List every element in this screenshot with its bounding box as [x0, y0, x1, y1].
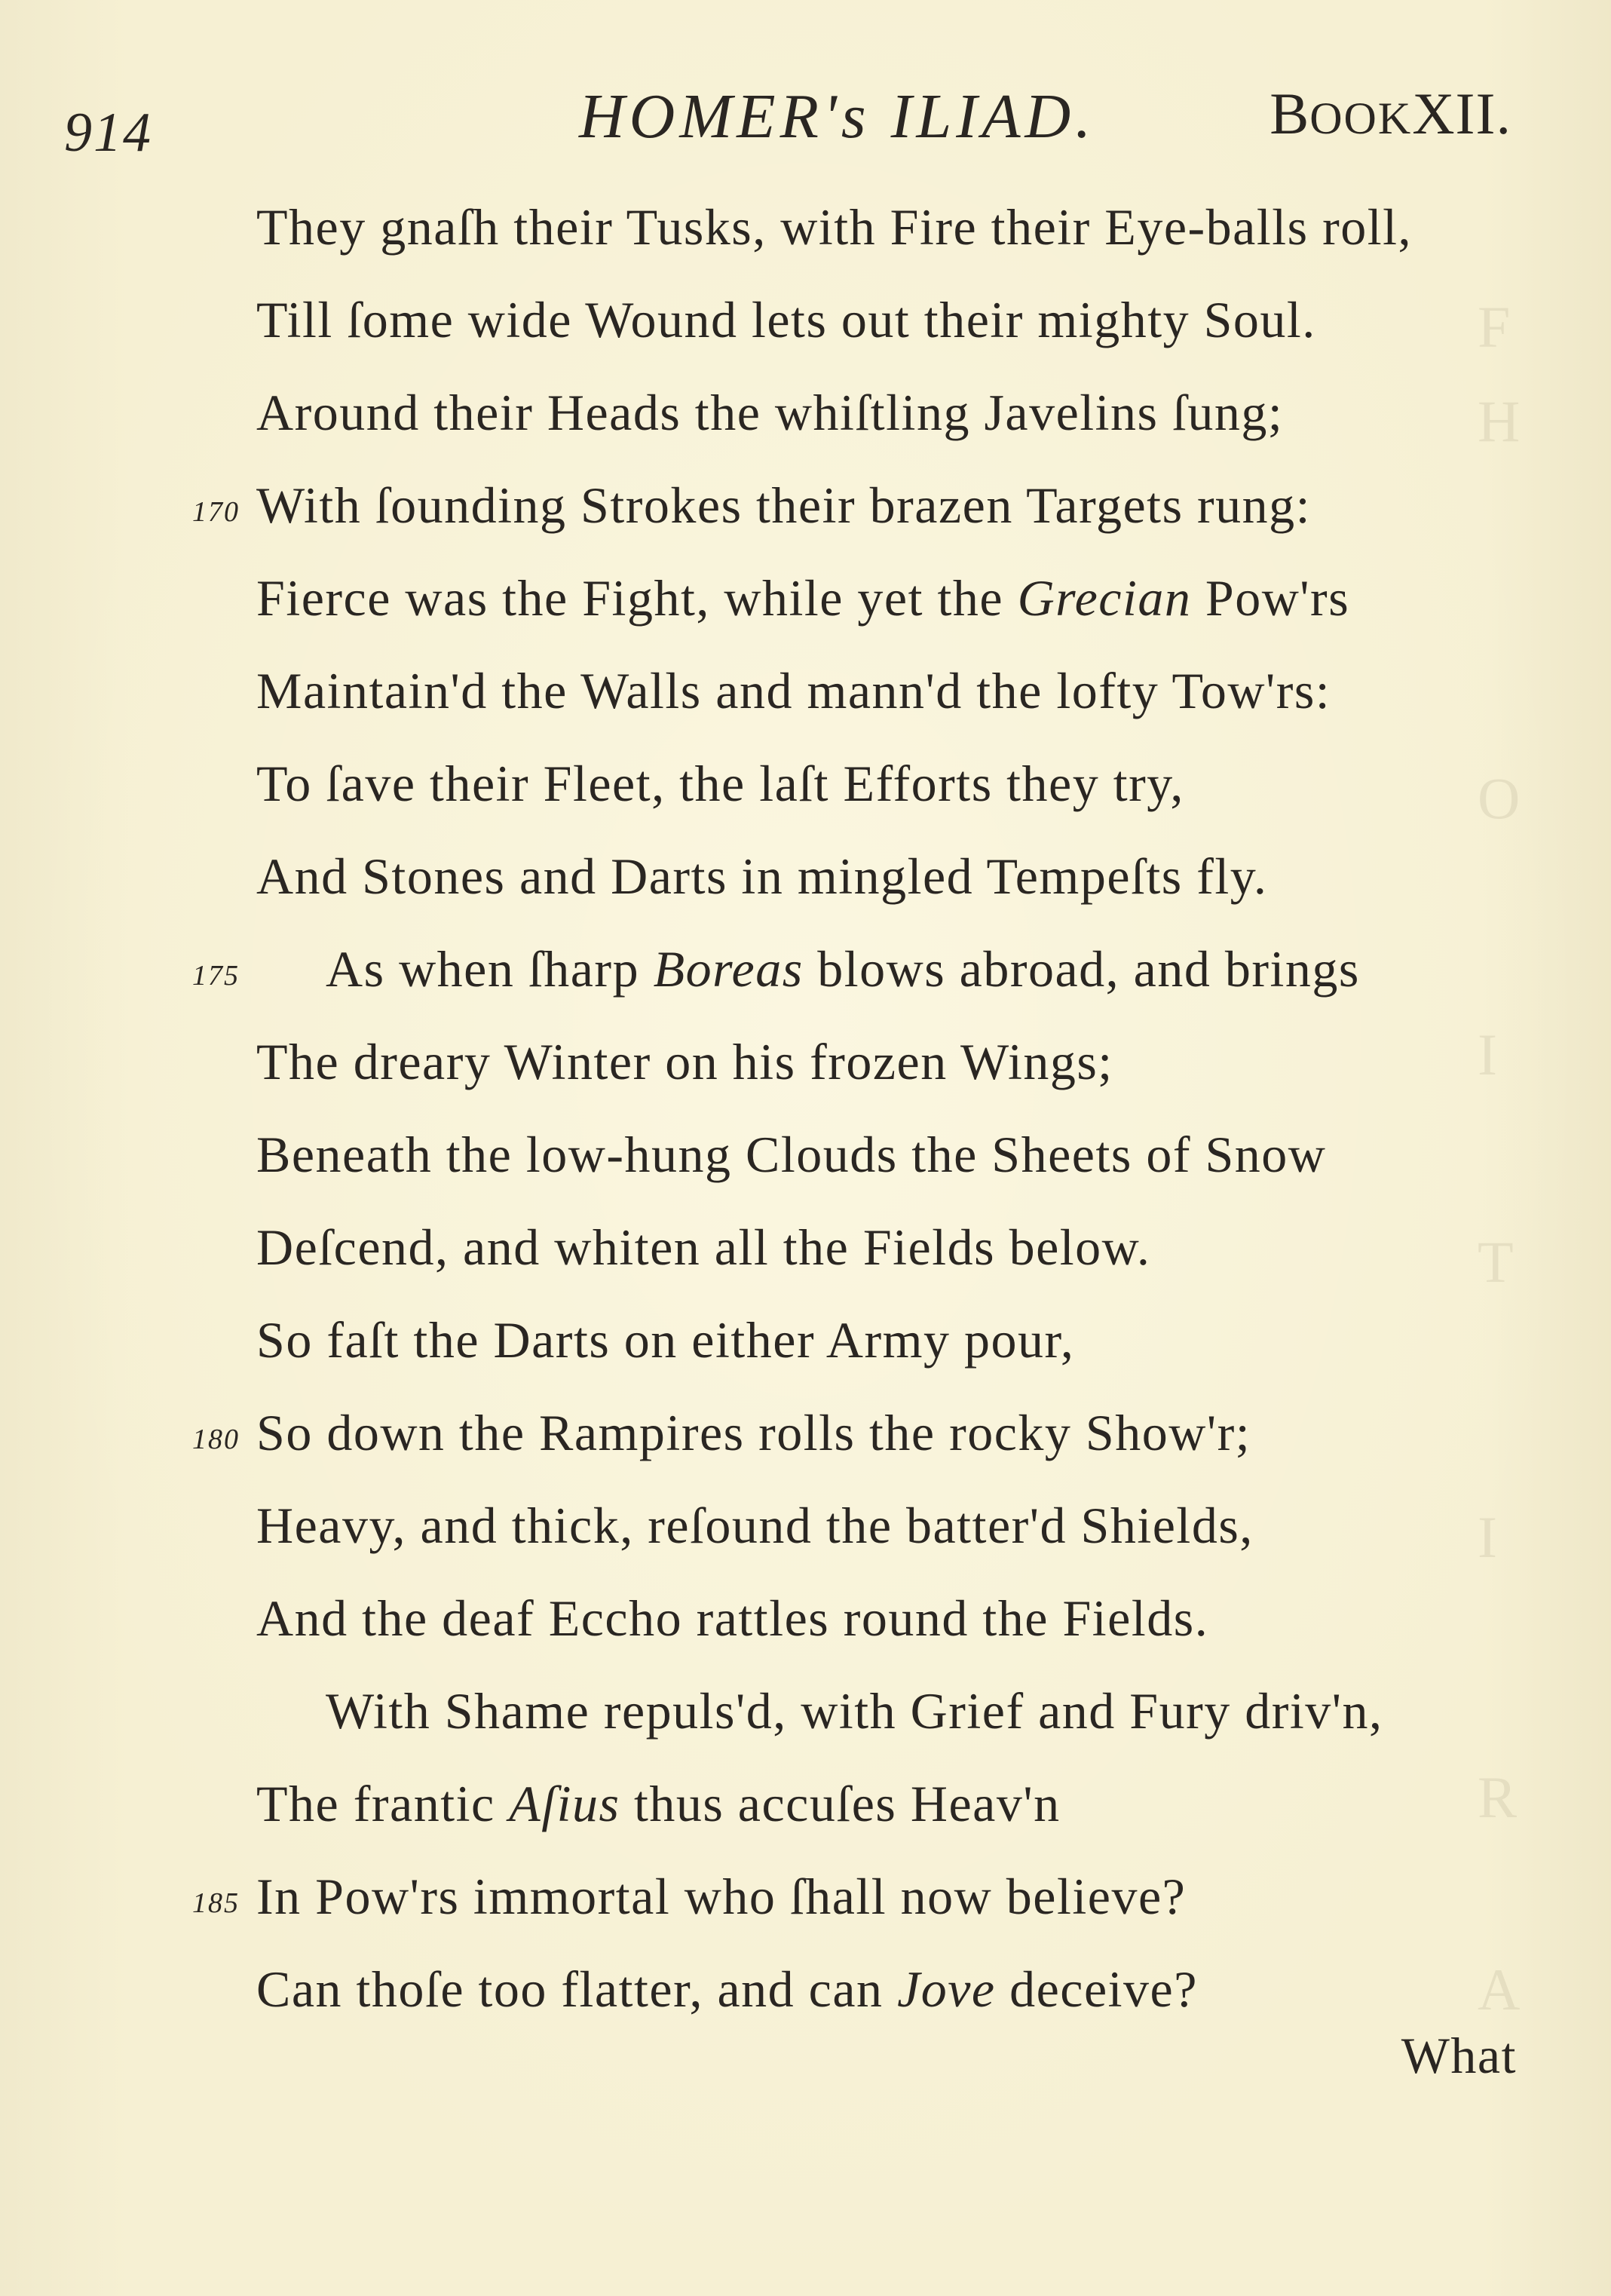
verse-line — [0, 366, 1611, 459]
verse-text — [256, 459, 1311, 552]
show-through-mark: T — [1478, 1233, 1514, 1292]
verse-line — [0, 1016, 1611, 1108]
verse-segment: The frantic — [256, 1775, 510, 1832]
verse-line — [0, 1758, 1611, 1850]
verse-text — [256, 274, 1316, 366]
show-through-mark: A — [1478, 1960, 1521, 2019]
verse-segment: Till ſome wide Wound lets out their mighty Soul. — [256, 291, 1316, 348]
verse-segment: And the deaf Eccho rattles round the Fields. — [256, 1589, 1209, 1647]
verse-segment: Maintain'd the Walls and mann'd the lofty Tow'rs: — [256, 662, 1331, 719]
verse-line — [0, 1387, 1611, 1479]
verse-line — [0, 552, 1611, 645]
verse-line — [0, 274, 1611, 366]
italic-name: Boreas — [653, 940, 804, 998]
verse-text — [256, 1758, 1061, 1850]
book-label — [1270, 80, 1511, 148]
verse-line — [0, 923, 1611, 1016]
verse-segment: To ſave their Fleet, the laſt Efforts they try, — [256, 755, 1184, 812]
book-numeral: XII. — [1412, 81, 1511, 146]
verse-segment: Heavy, and thick, reſound the batter'd Shields, — [256, 1497, 1254, 1554]
verse-segment: And Stones and Darts in mingled Tempeſts fly. — [256, 848, 1268, 905]
verse-text — [256, 1108, 1326, 1201]
verse-line — [0, 1479, 1611, 1572]
italic-name: Aſius — [509, 1775, 620, 1832]
verse-segment: Around their Heads the whiſtling Javelins ſung; — [256, 384, 1284, 441]
verse-line — [0, 1850, 1611, 1943]
verse-segment: With ſounding Strokes their brazen Targets rung: — [256, 477, 1312, 534]
verse-text — [256, 1294, 1074, 1387]
italic-name: Jove — [897, 1960, 996, 2018]
verse-text — [256, 1850, 1186, 1943]
verse-line — [0, 830, 1611, 923]
running-header — [0, 75, 1611, 164]
running-title: HOMER's ILIAD. — [579, 81, 1096, 152]
verse-segment: They gnaſh their Tusks, with Fire their Eye-balls roll, — [256, 198, 1413, 256]
show-through-mark: R — [1478, 1768, 1518, 1827]
verse-line — [0, 1665, 1611, 1758]
verse-text — [256, 1943, 1198, 2036]
verse-text — [256, 1201, 1150, 1294]
verse-segment: So down the Rampires rolls the rocky Show'r; — [256, 1404, 1251, 1461]
verse-line — [0, 1201, 1611, 1294]
verse-segment: So faſt the Darts on either Army pour, — [256, 1311, 1075, 1369]
verse-text — [256, 737, 1184, 830]
line-number: 180 — [192, 1424, 240, 1455]
verse-segment: In Pow'rs immortal who ſhall now believe? — [256, 1868, 1187, 1925]
verse-segment: Beneath the low-hung Clouds the Sheets of Snow — [256, 1126, 1327, 1183]
verse-text — [256, 1572, 1208, 1665]
verse-line — [0, 645, 1611, 737]
verse-text — [256, 552, 1349, 645]
verse-text — [326, 923, 1360, 1016]
verse-text — [256, 181, 1412, 274]
verse-text — [256, 366, 1283, 459]
verse-segment: deceive? — [995, 1960, 1198, 2018]
book-word-small-caps: OOK — [1309, 93, 1413, 143]
line-number: 185 — [192, 1887, 240, 1919]
verse-line — [0, 459, 1611, 552]
verse-line — [0, 737, 1611, 830]
line-number: 175 — [192, 960, 240, 992]
show-through-mark: I — [1478, 1025, 1497, 1084]
verse-line — [0, 1294, 1611, 1387]
verse-text — [256, 1479, 1254, 1572]
verse-segment: The dreary Winter on his frozen Wings; — [256, 1033, 1113, 1090]
show-through-mark: H — [1478, 392, 1521, 451]
verse-segment: Fierce was the Fight, while yet the — [256, 569, 1018, 627]
italic-name: Grecian — [1017, 569, 1192, 627]
page-number: 914 — [64, 102, 152, 164]
verse-text — [256, 830, 1267, 923]
verse-segment: Can thoſe too flatter, and can — [256, 1960, 898, 2018]
verse-line — [0, 1943, 1611, 2036]
verse-text — [256, 1387, 1251, 1479]
verse-line — [0, 1572, 1611, 1665]
verse-segment: blows abroad, and brings — [803, 940, 1360, 998]
verse-segment: thus accuſes Heav'n — [620, 1775, 1061, 1832]
verse-segment: As when ſharp — [326, 940, 654, 998]
verse-line — [0, 1108, 1611, 1201]
verse-text — [256, 645, 1331, 737]
book-word-initial: B — [1270, 81, 1310, 146]
catchword: What — [1401, 2027, 1517, 2084]
verse-segment: Pow'rs — [1191, 569, 1350, 627]
verse-line — [0, 181, 1611, 274]
verse-text — [256, 1016, 1113, 1108]
show-through-mark: I — [1478, 1508, 1497, 1567]
show-through-mark: O — [1478, 769, 1521, 828]
verse-text — [326, 1665, 1383, 1758]
show-through-mark: F — [1478, 298, 1511, 357]
verse-segment: With Shame repuls'd, with Grief and Fury driv'n, — [326, 1682, 1383, 1740]
verse-segment: Deſcend, and whiten all the Fields below. — [256, 1219, 1151, 1276]
line-number: 170 — [192, 496, 240, 528]
